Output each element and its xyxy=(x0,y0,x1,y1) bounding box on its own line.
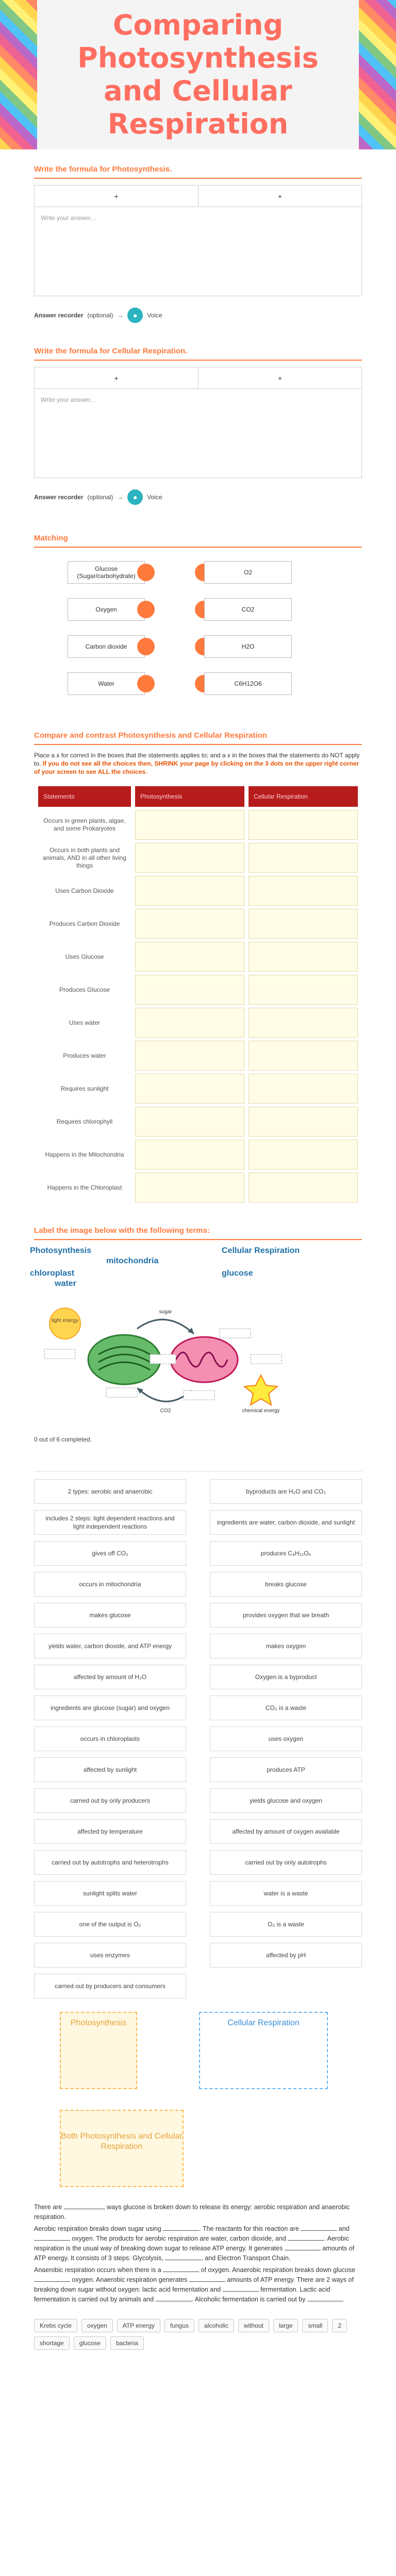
photosynthesis-check-cell[interactable] xyxy=(135,942,244,972)
table-row xyxy=(38,843,358,873)
sort-card[interactable]: includes 2 steps: light dependent reactions and light independent reactions xyxy=(34,1510,186,1535)
column-header: Photosynthesis xyxy=(135,786,244,807)
sort-card[interactable]: yields water, carbon dioxide, and ATP energy xyxy=(34,1634,186,1658)
banner xyxy=(0,0,396,149)
draggable-label[interactable]: water xyxy=(55,1279,76,1288)
blank-slot[interactable] xyxy=(156,2295,192,2301)
voice-label[interactable]: Voice xyxy=(147,312,162,319)
microphone-icon[interactable]: ● xyxy=(127,489,143,505)
match-row xyxy=(34,635,362,658)
draggable-label[interactable]: Photosynthesis xyxy=(30,1246,92,1255)
sort-card[interactable]: breaks glucose xyxy=(210,1572,362,1597)
sort-card[interactable]: ingredients are glucose (sugar) and oxygen xyxy=(34,1696,186,1720)
formula-right-slot[interactable]: + xyxy=(198,185,361,207)
formula-respiration-section xyxy=(34,347,362,505)
sort-card[interactable]: sunlight splits water xyxy=(34,1881,186,1906)
energy-icon xyxy=(244,1375,277,1405)
label-drop-slot xyxy=(106,1388,137,1397)
sort-card[interactable]: affected by pH xyxy=(210,1943,362,1968)
blank-slot[interactable] xyxy=(189,2275,225,2282)
label-drop-slot xyxy=(184,1391,214,1400)
statement-cell: Uses Carbon Dioxide xyxy=(55,887,114,894)
formula-box xyxy=(34,185,362,296)
blank-slot[interactable] xyxy=(64,2202,105,2209)
table-row xyxy=(38,1107,358,1137)
table-row xyxy=(38,1140,358,1170)
table-row xyxy=(38,876,358,906)
label-drop-slot xyxy=(44,1349,75,1359)
label-drop-slot xyxy=(150,1354,176,1364)
table-row xyxy=(38,1008,358,1038)
sort-card[interactable]: water is a waste xyxy=(210,1881,362,1906)
respiration-check-cell[interactable] xyxy=(249,1074,358,1104)
respiration-check-cell[interactable] xyxy=(249,1041,358,1071)
respiration-check-cell[interactable] xyxy=(249,810,358,840)
table-row xyxy=(38,975,358,1005)
word-chip[interactable]: large xyxy=(273,2319,299,2332)
label-progress: 0 out of 6 completed. xyxy=(34,1436,92,1443)
sun-icon xyxy=(50,1308,80,1339)
arrow-icon xyxy=(137,1319,194,1334)
arrow-icon: → xyxy=(117,312,124,319)
blank-slot[interactable] xyxy=(301,2224,337,2231)
blank-slot[interactable] xyxy=(165,2253,201,2260)
formula-right-slot[interactable]: + xyxy=(198,367,361,388)
sort-card[interactable]: carried out by producers and consumers xyxy=(34,1974,186,1998)
match-left-item[interactable]: Carbon dioxide xyxy=(68,635,145,658)
answer-recorder xyxy=(34,489,362,505)
word-chip[interactable]: Krebs cycle xyxy=(34,2319,77,2332)
cycle-diagram-svg xyxy=(34,1298,292,1427)
photosynthesis-check-cell[interactable] xyxy=(135,1041,244,1071)
photosynthesis-check-cell[interactable] xyxy=(135,810,244,840)
diagram-label: CO2 xyxy=(160,1408,171,1414)
instructions: Place a x for correct in the boxes that the statements applies to; and a x in the boxes that the statements do NOT apply to. If you do not see all the choices then, SHRINK your page by clicking on the 3 dots on the upper right corner of your screen to see ALL the choices. xyxy=(34,752,360,775)
table-row xyxy=(38,1074,358,1104)
formula-row xyxy=(35,367,361,389)
match-right-item[interactable]: C6H12O6 xyxy=(204,672,292,695)
draggable-label[interactable]: glucose xyxy=(222,1269,253,1278)
sort-card xyxy=(210,1974,362,1998)
sort-card[interactable]: one of the output is O₂ xyxy=(34,1912,186,1937)
bin-photosynthesis[interactable]: Photosynthesis xyxy=(60,2012,137,2089)
sort-card[interactable]: produces ATP xyxy=(210,1757,362,1782)
word-chip[interactable]: oxygen xyxy=(81,2319,113,2332)
statement-cell: Happens in the Chloroplast xyxy=(47,1183,122,1191)
table-row xyxy=(38,909,358,939)
blank-slot[interactable] xyxy=(34,2275,70,2282)
table-row xyxy=(38,810,358,840)
match-right-item[interactable]: CO2 xyxy=(204,598,292,621)
word-chip[interactable]: alcoholic xyxy=(199,2319,234,2332)
word-chip[interactable]: small xyxy=(302,2319,328,2332)
formula-box xyxy=(34,367,362,478)
respiration-check-cell[interactable] xyxy=(249,942,358,972)
word-chip[interactable]: bacteria xyxy=(110,2336,144,2350)
label-word-bank xyxy=(30,1246,362,1298)
table-header-row xyxy=(38,786,358,807)
recorder-optional: (optional) xyxy=(87,494,113,501)
sort-card[interactable]: affected by amount of oxygen available xyxy=(210,1819,362,1844)
match-row xyxy=(34,561,362,584)
respiration-check-cell[interactable] xyxy=(249,975,358,1005)
label-drop-slot xyxy=(220,1329,251,1338)
match-row xyxy=(34,598,362,621)
word-chip[interactable]: 2 xyxy=(332,2319,347,2332)
chloroplast-icon xyxy=(88,1335,160,1384)
statement-cell: Requires sunlight xyxy=(60,1084,109,1092)
cloze-paragraph: There are ways glucose is broken down to release its energy: aerobic respiration and anaerobic respiration. xyxy=(34,2204,350,2221)
sort-card[interactable]: uses enzymes xyxy=(34,1943,186,1968)
match-right-item[interactable]: H2O xyxy=(204,635,292,658)
photosynthesis-check-cell[interactable] xyxy=(135,1173,244,1202)
blank-slot[interactable] xyxy=(163,2265,199,2272)
microphone-icon[interactable]: ● xyxy=(127,308,143,323)
bin-cellular-respiration[interactable]: Cellular Respiration xyxy=(199,2012,328,2089)
sort-card[interactable]: occurs in chloroplasts xyxy=(34,1726,186,1751)
label-image-section xyxy=(30,1226,362,1443)
photosynthesis-check-cell[interactable] xyxy=(135,1074,244,1104)
arrow-icon xyxy=(137,1388,191,1401)
photosynthesis-check-cell[interactable] xyxy=(135,1140,244,1170)
photosynthesis-check-cell[interactable] xyxy=(135,1008,244,1038)
statement-cell: Uses Glucose xyxy=(65,953,104,960)
sort-card[interactable]: 2 types: aerobic and anaerobic xyxy=(34,1479,186,1504)
draggable-label[interactable]: mitochondria xyxy=(106,1257,159,1265)
sort-card[interactable]: produces C₆H₁₂O₆ xyxy=(210,1541,362,1566)
sort-card[interactable]: affected by sunlight xyxy=(34,1757,186,1782)
section-title: Matching xyxy=(34,534,362,548)
table-row xyxy=(38,1173,358,1202)
respiration-check-cell[interactable] xyxy=(249,876,358,906)
statement-cell: Occurs in both plants and animals, AND in all other living things xyxy=(42,846,127,869)
sort-card[interactable]: makes oxygen xyxy=(210,1634,362,1658)
word-bank xyxy=(34,2319,362,2350)
compare-section xyxy=(34,731,362,1206)
section-title: Write the formula for Cellular Respiration. xyxy=(34,347,362,361)
match-handle-left[interactable] xyxy=(137,564,155,581)
statement-cell: Produces Carbon Dioxide xyxy=(49,920,120,927)
sort-card[interactable]: byproducts are H₂O and CO₂ xyxy=(210,1479,362,1504)
matching-section xyxy=(34,534,362,695)
cycle-diagram xyxy=(34,1298,362,1432)
respiration-check-cell[interactable] xyxy=(249,843,358,873)
match-handle-left[interactable] xyxy=(137,638,155,655)
draggable-label[interactable]: chloroplast xyxy=(30,1269,75,1278)
match-handle-left[interactable] xyxy=(137,675,155,692)
blank-slot[interactable] xyxy=(288,2234,324,2241)
sort-card[interactable]: CO₂ is a waste xyxy=(210,1696,362,1720)
word-chip[interactable]: fungus xyxy=(164,2319,194,2332)
section-title: Write the formula for Photosynthesis. xyxy=(34,165,362,179)
word-chip[interactable]: without xyxy=(238,2319,269,2332)
diagram-label: sugar xyxy=(159,1309,172,1315)
sort-card[interactable]: O₂ is a waste xyxy=(210,1912,362,1937)
sort-card[interactable]: yields glucose and oxygen xyxy=(210,1788,362,1813)
sort-card[interactable]: occurs in mitochondria xyxy=(34,1572,186,1597)
answer-recorder xyxy=(34,308,362,323)
respiration-check-cell[interactable] xyxy=(249,1173,358,1202)
page-title: Comparing Photosynthesis and Cellular Respiration xyxy=(77,9,319,140)
match-right-item[interactable]: O2 xyxy=(204,561,292,584)
word-chip[interactable]: ATP energy xyxy=(117,2319,160,2332)
cloze-paragraph: Aerobic respiration breaks down sugar using . The reactants for this reaction are and oxygen. The products for aerobic respiration are water, carbon dioxide, and . Aerobic respiration is the usual way of breaking down sugar to release ATP energy. It generates amounts of ATP energy. It consists of 3 steps: Glycolysis, , and Electron Transport Chain. xyxy=(34,2225,355,2262)
sort-card[interactable]: carried out by autotrophs and heterotrophs xyxy=(34,1850,186,1875)
diagram-label: light energy xyxy=(52,1318,78,1324)
photosynthesis-check-cell[interactable] xyxy=(135,975,244,1005)
cloze-paragraph: Anaerobic respiration occurs when there is a of oxygen. Anaerobic respiration breaks down glucose oxygen. Anaerobic respiration generates amounts of ATP energy. There are 2 ways of breaking down sugar without oxygen: lactic acid fermentation and fermentation. Lactic acid fermentation is carried out by animals and . Alcoholic fermentation is carried out by xyxy=(34,2266,356,2303)
photosynthesis-check-cell[interactable] xyxy=(135,843,244,873)
sort-bins xyxy=(34,2012,362,2187)
statement-cell: Uses water xyxy=(69,1019,101,1026)
respiration-check-cell[interactable] xyxy=(249,1140,358,1170)
sort-card[interactable]: ingredients are water, carbon dioxide, and sunlight xyxy=(210,1510,362,1535)
formula-row xyxy=(35,185,361,207)
photosynthesis-check-cell[interactable] xyxy=(135,909,244,939)
blank-slot[interactable] xyxy=(163,2224,199,2231)
match-handle-left[interactable] xyxy=(137,601,155,618)
formula-photosynthesis-section xyxy=(34,165,362,323)
fill-in-the-blank xyxy=(34,2202,362,2304)
word-chip[interactable]: glucose xyxy=(74,2336,106,2350)
mitochondria-icon xyxy=(171,1337,238,1382)
photosynthesis-check-cell[interactable] xyxy=(135,876,244,906)
sort-card[interactable]: carried out by only producers xyxy=(34,1788,186,1813)
answer-textarea[interactable]: Write your answer... xyxy=(41,396,95,403)
respiration-check-cell[interactable] xyxy=(249,1107,358,1137)
sort-section xyxy=(34,1471,362,2187)
sort-card[interactable]: makes glucose xyxy=(34,1603,186,1628)
answer-textarea[interactable]: Write your answer... xyxy=(41,214,95,222)
statement-cell: Occurs in green plants, algae, and some Prokaryotes xyxy=(43,817,126,832)
blank-slot[interactable] xyxy=(307,2295,343,2301)
label-drop-slot xyxy=(251,1354,282,1364)
bin-both[interactable]: Both Photosynthesis and Cellular Respiration xyxy=(60,2110,184,2187)
sort-card[interactable]: gives off CO₂ xyxy=(34,1541,186,1566)
match-row xyxy=(34,672,362,695)
diagram-label: chemical energy xyxy=(242,1408,280,1414)
blank-slot[interactable] xyxy=(223,2285,259,2292)
sort-card[interactable]: carried out by only autotrophs xyxy=(210,1850,362,1875)
compare-table xyxy=(34,783,362,1206)
formula-left-slot[interactable]: + xyxy=(114,192,119,200)
sort-card[interactable]: uses oxygen xyxy=(210,1726,362,1751)
statement-cell: Happens in the Mitochondria xyxy=(45,1150,124,1158)
sort-card-grid xyxy=(34,1479,362,1998)
statement-cell: Produces Glucose xyxy=(59,986,110,993)
recorder-label: Answer recorder xyxy=(34,312,84,319)
section-title: Compare and contrast Photosynthesis and Cellular Respiration xyxy=(34,731,362,745)
column-header: Statements xyxy=(38,786,131,807)
photosynthesis-check-cell[interactable] xyxy=(135,1107,244,1137)
arrow-icon: → xyxy=(117,494,124,501)
sort-card[interactable]: provides oxygen that we breath xyxy=(210,1603,362,1628)
blank-slot[interactable] xyxy=(285,2244,321,2250)
statement-cell: Requires chlorophyll xyxy=(56,1117,113,1125)
word-chip[interactable]: shortage xyxy=(34,2336,70,2350)
respiration-check-cell[interactable] xyxy=(249,909,358,939)
formula-left-slot[interactable]: + xyxy=(114,374,119,382)
match-left-item[interactable]: Glucose (Sugar/carbohydrate) xyxy=(68,561,145,584)
sort-card[interactable]: affected by temperature xyxy=(34,1819,186,1844)
compare-table-body xyxy=(38,810,358,1202)
table-row xyxy=(38,942,358,972)
recorder-label: Answer recorder xyxy=(34,494,84,501)
banner-panel xyxy=(37,0,359,149)
respiration-check-cell[interactable] xyxy=(249,1008,358,1038)
column-header: Cellular Respiration xyxy=(249,786,358,807)
sort-card[interactable]: Oxygen is a byproduct xyxy=(210,1665,362,1689)
section-title: Label the image below with the following terms: xyxy=(34,1226,362,1240)
voice-label[interactable]: Voice xyxy=(147,494,162,501)
blank-slot[interactable] xyxy=(34,2234,70,2241)
table-row xyxy=(38,1041,358,1071)
match-left-item[interactable]: Water xyxy=(68,672,145,695)
sort-card[interactable]: affected by amount of H₂O xyxy=(34,1665,186,1689)
recorder-optional: (optional) xyxy=(87,312,113,319)
statement-cell: Produces water xyxy=(63,1052,106,1059)
match-left-item[interactable]: Oxygen xyxy=(68,598,145,621)
draggable-label[interactable]: Cellular Respiration xyxy=(222,1246,300,1255)
